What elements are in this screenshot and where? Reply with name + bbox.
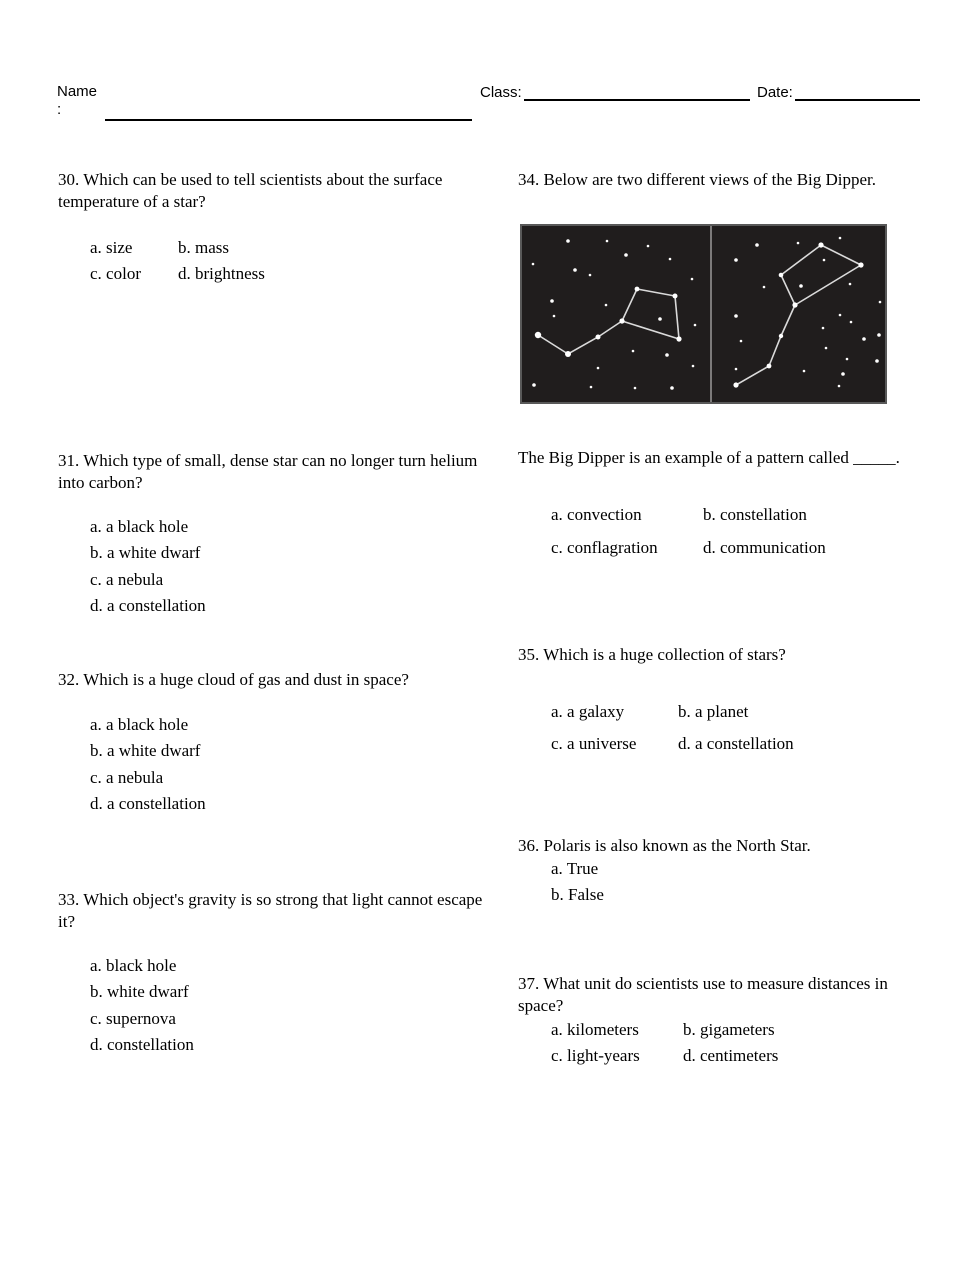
question-32-option-d: d. a constellation [90,794,206,814]
name-label: Name [57,83,98,100]
question-33-options [90,953,194,1059]
question-33-option-b: b. white dwarf [90,982,189,1002]
question-37-text: 37. What unit do scientists use to measure distances in space? [518,974,888,1015]
question-35-option-c: c. a universe [551,734,637,753]
class-label: Class: [480,84,522,101]
big-dipper-image [520,224,887,404]
question-33-option-a: a. black hole [90,956,177,975]
question-36-option-a: a. True [551,859,599,878]
question-32-text: 32. Which is a huge cloud of gas and dust in space? [58,670,409,689]
question-36-option-b: b. False [551,885,604,905]
question-30-option-d: d. brightness [178,264,265,283]
question-30-option-c: c. color [90,264,141,283]
question-33-option-c: c. supernova [90,1008,176,1028]
question-37-option-a: a. kilometers [551,1020,639,1039]
question-35-option-d: d. a constellation [678,734,794,753]
big-dipper-figure-svg [522,226,885,402]
question-37-option-b: b. gigameters [683,1020,775,1039]
question-33-text: 33. Which object's gravity is so strong that light cannot escape it? [58,890,483,931]
question-31-option-b: b. a white dwarf [90,543,201,563]
question-31-text: 31. Which type of small, dense star can no longer turn helium into carbon? [58,451,478,492]
question-31-option-d: d. a constellation [90,596,206,616]
question-34-option-a: a. convection [551,505,642,524]
question-34-option-b: b. constellation [703,505,807,524]
question-35-option-a: a. a galaxy [551,702,625,721]
question-34-option-d: d. communication [703,538,826,557]
question-31-option-a: a. a black hole [90,517,189,536]
question-35-option-b: b. a planet [678,702,749,721]
question-34-option-c: c. conflagration [551,538,658,557]
question-37-option-d: d. centimeters [683,1046,779,1065]
question-31-option-c: c. a nebula [90,569,164,589]
name-colon: : [57,101,62,118]
question-36-text: 36. Polaris is also known as the North Star. [518,836,811,855]
date-label: Date: [757,84,793,101]
question-30-option-a: a. size [90,238,133,257]
class-blank-line [524,99,750,101]
question-30-text: 30. Which can be used to tell scientists about the surface temperature of a star? [58,170,443,211]
question-34-text: 34. Below are two different views of the Big Dipper. [518,170,877,189]
question-32-options [90,712,206,818]
question-30-option-b: b. mass [178,238,229,257]
question-34-stem: The Big Dipper is an example of a pattern called _____. [518,448,900,467]
question-32-option-c: c. a nebula [90,767,164,787]
question-35-text: 35. Which is a huge collection of stars? [518,645,786,664]
question-31-options [90,514,206,620]
date-blank-line [795,99,920,101]
question-36-options [551,856,604,909]
question-37-option-c: c. light-years [551,1046,640,1065]
name-blank-line [105,119,472,121]
question-32-option-b: b. a white dwarf [90,741,201,761]
question-32-option-a: a. a black hole [90,715,189,734]
question-33-option-d: d. constellation [90,1035,194,1055]
